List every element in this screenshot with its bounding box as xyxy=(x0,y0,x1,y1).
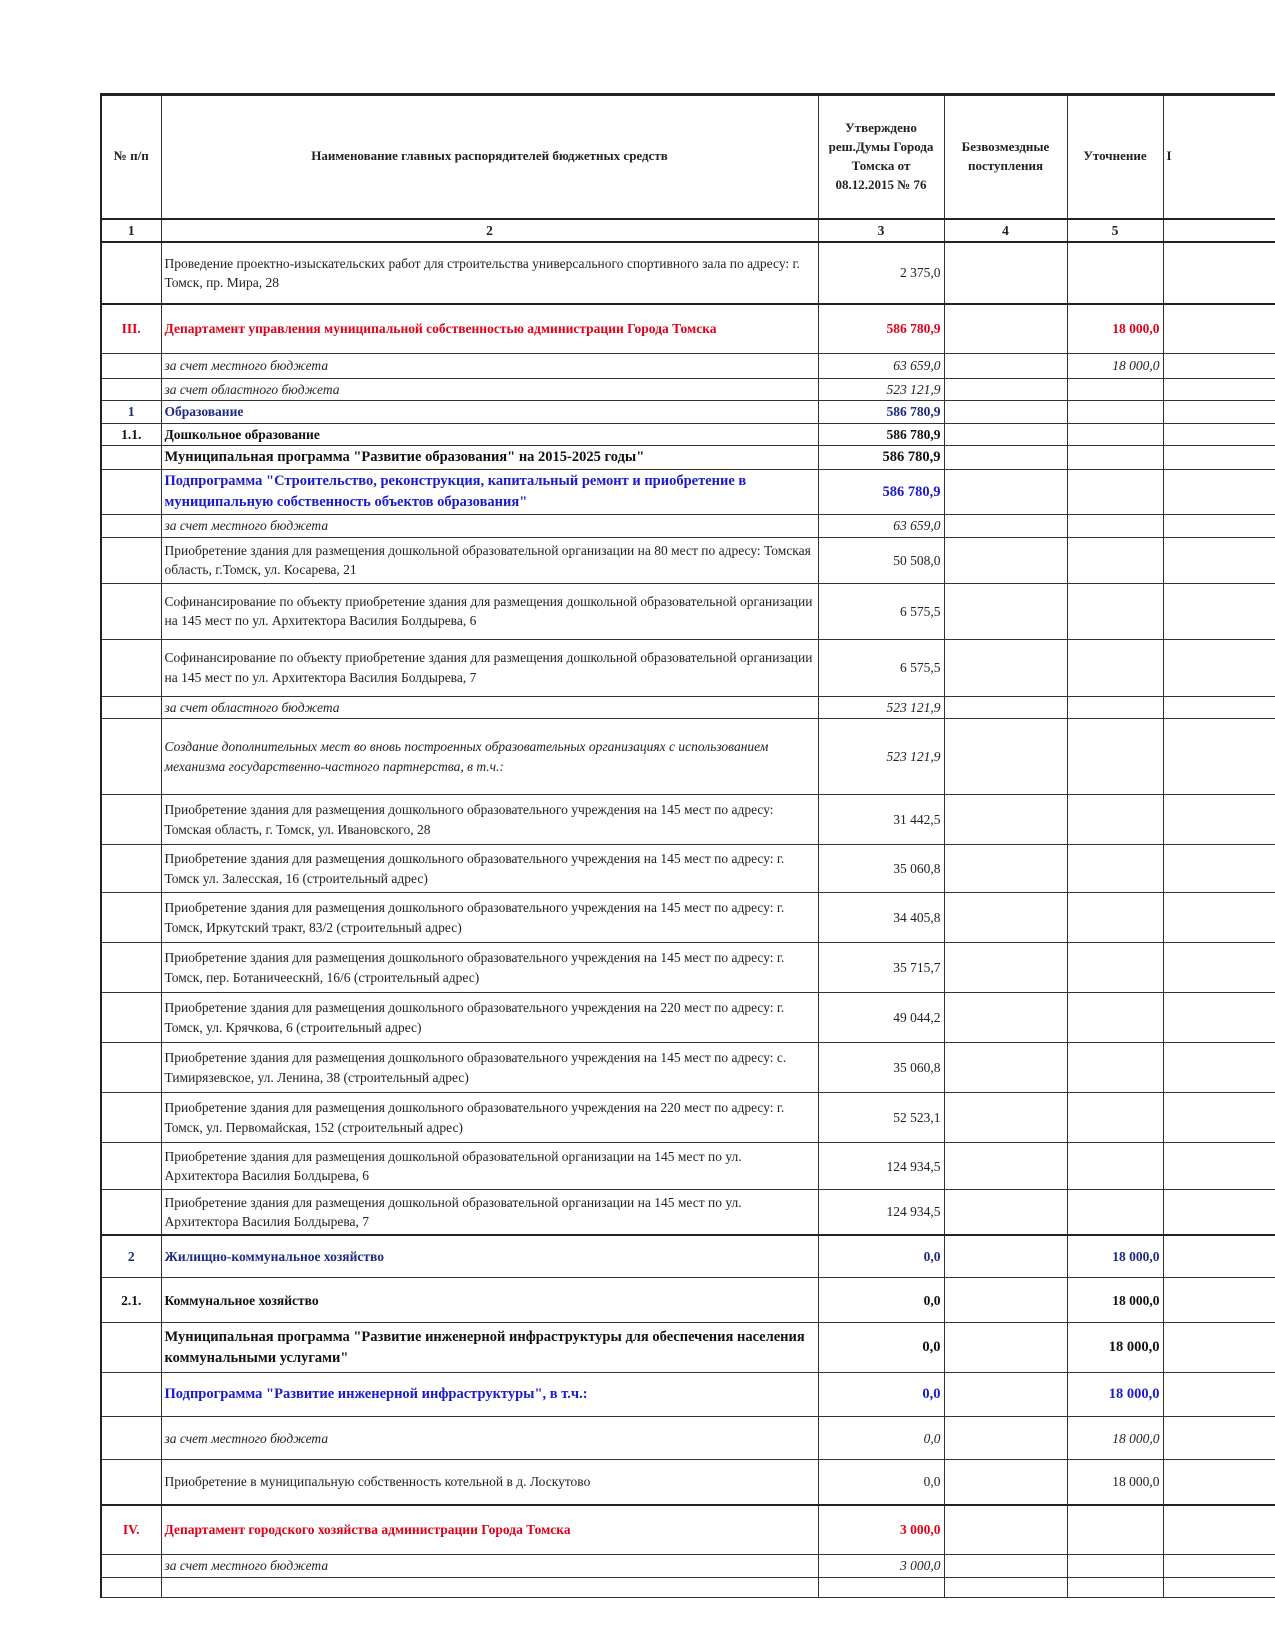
row-clarification xyxy=(1067,1555,1163,1578)
table-row xyxy=(101,1373,1275,1417)
table-row xyxy=(101,1143,1275,1190)
empty-cell xyxy=(101,1577,161,1597)
row-approved: 0,0 xyxy=(818,1417,944,1460)
row-name: Приобретение здания для размещения дошкольного образовательного учреждения на 220 мест по адресу: г. Томск, ул. Крячкова, 6 (строительный адрес) xyxy=(161,993,818,1043)
row-grants xyxy=(944,1460,1067,1505)
row-name: Приобретение здания для размещения дошкольной образовательной организации на 145 мест по ул. Архитектора Василия Болдырева, 6 xyxy=(161,1143,818,1190)
row-col6 xyxy=(1163,583,1275,639)
row-approved: 6 575,5 xyxy=(818,583,944,639)
budget-table xyxy=(100,93,1275,1598)
table-row xyxy=(101,1323,1275,1373)
row-name: Софинансирование по объекту приобретение здания для размещения дошкольной образовательной организации на 145 мест по ул. Архитектора Василия Болдырева, 7 xyxy=(161,639,818,696)
row-approved: 49 044,2 xyxy=(818,993,944,1043)
empty-cell xyxy=(1163,1577,1275,1597)
row-grants xyxy=(944,1555,1067,1578)
row-number xyxy=(101,378,161,401)
row-number xyxy=(101,1417,161,1460)
row-approved: 0,0 xyxy=(818,1373,944,1417)
row-number: IV. xyxy=(101,1505,161,1555)
row-grants xyxy=(944,1143,1067,1190)
row-grants xyxy=(944,1043,1067,1093)
row-col6 xyxy=(1163,1373,1275,1417)
row-name: Подпрограмма "Развитие инженерной инфраструктуры", в т.ч.: xyxy=(161,1373,818,1417)
row-name: Муниципальная программа "Развитие образования" на 2015-2025 годы" xyxy=(161,446,818,470)
row-col6 xyxy=(1163,1555,1275,1578)
table-row xyxy=(101,515,1275,538)
row-approved: 35 060,8 xyxy=(818,845,944,893)
row-approved: 0,0 xyxy=(818,1235,944,1278)
row-clarification xyxy=(1067,583,1163,639)
row-name: Подпрограмма "Строительство, реконструкция, капитальный ремонт и приобретение в муниципальную собственность объектов образования" xyxy=(161,470,818,515)
table-row xyxy=(101,993,1275,1043)
header-clarification: Уточнение xyxy=(1067,95,1163,219)
row-approved: 523 121,9 xyxy=(818,378,944,401)
row-col6 xyxy=(1163,537,1275,583)
row-number xyxy=(101,242,161,304)
row-approved: 3 000,0 xyxy=(818,1555,944,1578)
row-col6 xyxy=(1163,943,1275,993)
row-approved: 586 780,9 xyxy=(818,401,944,424)
row-clarification xyxy=(1067,795,1163,845)
row-col6 xyxy=(1163,446,1275,470)
table-row xyxy=(101,1235,1275,1278)
table-row xyxy=(101,1505,1275,1555)
table-row xyxy=(101,845,1275,893)
row-name: Приобретение в муниципальную собственность котельной в д. Лоскутово xyxy=(161,1460,818,1505)
row-col6 xyxy=(1163,242,1275,304)
row-col6 xyxy=(1163,1190,1275,1235)
row-grants xyxy=(944,1505,1067,1555)
row-name: Создание дополнительных мест во вновь построенных образовательных организациях с использованием механизма государственно-частного партнерства, в т.ч.: xyxy=(161,719,818,795)
table-row xyxy=(101,1093,1275,1143)
row-name: Образование xyxy=(161,401,818,424)
col-number: 5 xyxy=(1067,219,1163,243)
row-number xyxy=(101,1460,161,1505)
header-name: Наименование главных распорядителей бюджетных средств xyxy=(161,95,818,219)
row-grants xyxy=(944,893,1067,943)
row-grants xyxy=(944,1417,1067,1460)
table-row xyxy=(101,893,1275,943)
row-clarification xyxy=(1067,401,1163,424)
table-row xyxy=(101,378,1275,401)
table-row xyxy=(101,1460,1275,1505)
row-grants xyxy=(944,401,1067,424)
row-number xyxy=(101,639,161,696)
row-clarification xyxy=(1067,446,1163,470)
col-number: 4 xyxy=(944,219,1067,243)
row-clarification xyxy=(1067,893,1163,943)
row-col6 xyxy=(1163,1143,1275,1190)
row-name: Муниципальная программа "Развитие инженерной инфраструктуры для обеспечения населения коммунальными услугами" xyxy=(161,1323,818,1373)
row-col6 xyxy=(1163,1323,1275,1373)
col-number: 3 xyxy=(818,219,944,243)
col-number: 1 xyxy=(101,219,161,243)
row-col6 xyxy=(1163,1417,1275,1460)
row-approved: 63 659,0 xyxy=(818,353,944,378)
row-approved: 31 442,5 xyxy=(818,795,944,845)
col-number xyxy=(1163,219,1275,243)
row-grants xyxy=(944,583,1067,639)
row-approved: 0,0 xyxy=(818,1278,944,1323)
row-approved: 35 060,8 xyxy=(818,1043,944,1093)
row-name: Проведение проектно-изыскательских работ для строительства универсального спортивного зала по адресу: г. Томск, пр. Мира, 28 xyxy=(161,242,818,304)
row-grants xyxy=(944,537,1067,583)
row-approved: 523 121,9 xyxy=(818,719,944,795)
header-col6: I xyxy=(1163,95,1275,219)
row-name: за счет местного бюджета xyxy=(161,1555,818,1578)
table-row xyxy=(101,537,1275,583)
row-approved: 124 934,5 xyxy=(818,1190,944,1235)
row-number: 1.1. xyxy=(101,423,161,446)
row-approved: 3 000,0 xyxy=(818,1505,944,1555)
row-col6 xyxy=(1163,845,1275,893)
row-approved: 523 121,9 xyxy=(818,696,944,719)
row-grants xyxy=(944,242,1067,304)
row-name: Приобретение здания для размещения дошкольного образовательного учреждения на 145 мест по адресу: с. Тимирязевское, ул. Ленина, 38 (строительный адрес) xyxy=(161,1043,818,1093)
row-number: 2 xyxy=(101,1235,161,1278)
row-grants xyxy=(944,423,1067,446)
row-number xyxy=(101,795,161,845)
row-col6 xyxy=(1163,470,1275,515)
row-name: Приобретение здания для размещения дошкольной образовательной организации на 145 мест по ул. Архитектора Василия Болдырева, 7 xyxy=(161,1190,818,1235)
row-grants xyxy=(944,1190,1067,1235)
row-name: за счет местного бюджета xyxy=(161,1417,818,1460)
row-number xyxy=(101,470,161,515)
row-clarification: 18 000,0 xyxy=(1067,1373,1163,1417)
row-clarification xyxy=(1067,1093,1163,1143)
row-number xyxy=(101,719,161,795)
row-number xyxy=(101,845,161,893)
row-grants xyxy=(944,1235,1067,1278)
table-row xyxy=(101,1417,1275,1460)
row-col6 xyxy=(1163,304,1275,353)
row-number xyxy=(101,1093,161,1143)
row-col6 xyxy=(1163,639,1275,696)
row-grants xyxy=(944,1093,1067,1143)
row-grants xyxy=(944,639,1067,696)
row-name: за счет областного бюджета xyxy=(161,378,818,401)
row-grants xyxy=(944,515,1067,538)
empty-cell xyxy=(944,1577,1067,1597)
row-col6 xyxy=(1163,795,1275,845)
row-name: Дошкольное образование xyxy=(161,423,818,446)
row-clarification xyxy=(1067,537,1163,583)
row-number xyxy=(101,1143,161,1190)
row-number xyxy=(101,1373,161,1417)
row-name: Приобретение здания для размещения дошкольного образовательного учреждения на 145 мест по адресу: г. Томск ул. Залесская, 16 (строительный адрес) xyxy=(161,845,818,893)
row-clarification xyxy=(1067,943,1163,993)
row-number xyxy=(101,515,161,538)
row-clarification xyxy=(1067,515,1163,538)
row-col6 xyxy=(1163,696,1275,719)
header-row xyxy=(101,95,1275,219)
row-grants xyxy=(944,353,1067,378)
row-approved: 63 659,0 xyxy=(818,515,944,538)
row-clarification: 18 000,0 xyxy=(1067,304,1163,353)
row-clarification: 18 000,0 xyxy=(1067,1235,1163,1278)
table-row xyxy=(101,795,1275,845)
row-col6 xyxy=(1163,1093,1275,1143)
row-clarification xyxy=(1067,470,1163,515)
row-approved: 2 375,0 xyxy=(818,242,944,304)
row-number xyxy=(101,943,161,993)
row-grants xyxy=(944,696,1067,719)
row-number xyxy=(101,696,161,719)
empty-cell xyxy=(818,1577,944,1597)
row-col6 xyxy=(1163,353,1275,378)
row-name: Приобретение здания для размещения дошкольного образовательного учреждения на 145 мест по адресу: Томская область, г. Томск, ул. Ивановского, 28 xyxy=(161,795,818,845)
table-row xyxy=(101,1043,1275,1093)
row-number xyxy=(101,1555,161,1578)
table-row xyxy=(101,242,1275,304)
table-row xyxy=(101,401,1275,424)
row-col6 xyxy=(1163,893,1275,943)
row-grants xyxy=(944,1373,1067,1417)
row-approved: 586 780,9 xyxy=(818,446,944,470)
row-number xyxy=(101,993,161,1043)
table-row xyxy=(101,1278,1275,1323)
row-clarification: 18 000,0 xyxy=(1067,1278,1163,1323)
row-col6 xyxy=(1163,1460,1275,1505)
row-number xyxy=(101,1190,161,1235)
row-number: 2.1. xyxy=(101,1278,161,1323)
row-name: Коммунальное хозяйство xyxy=(161,1278,818,1323)
row-clarification xyxy=(1067,845,1163,893)
table-row xyxy=(101,423,1275,446)
col-number: 2 xyxy=(161,219,818,243)
table-row xyxy=(101,353,1275,378)
row-clarification xyxy=(1067,1043,1163,1093)
row-col6 xyxy=(1163,993,1275,1043)
row-number xyxy=(101,1043,161,1093)
row-approved: 586 780,9 xyxy=(818,470,944,515)
row-name: Приобретение здания для размещения дошкольного образовательного учреждения на 145 мест по адресу: г. Томск, пер. Ботаничеескнй, 16/6 (строительный адрес) xyxy=(161,943,818,993)
row-name: Департамент городского хозяйства администрации Города Томска xyxy=(161,1505,818,1555)
row-approved: 0,0 xyxy=(818,1460,944,1505)
row-col6 xyxy=(1163,515,1275,538)
header-grants: Безвозмездные поступления xyxy=(944,95,1067,219)
table-row xyxy=(101,446,1275,470)
row-clarification: 18 000,0 xyxy=(1067,1323,1163,1373)
row-clarification: 18 000,0 xyxy=(1067,1417,1163,1460)
table-row xyxy=(101,719,1275,795)
row-name: за счет областного бюджета xyxy=(161,696,818,719)
row-number: 1 xyxy=(101,401,161,424)
table-row xyxy=(101,943,1275,993)
row-grants xyxy=(944,304,1067,353)
row-clarification: 18 000,0 xyxy=(1067,1460,1163,1505)
row-col6 xyxy=(1163,1278,1275,1323)
budget-table-container xyxy=(100,93,1275,1598)
row-number xyxy=(101,893,161,943)
column-number-row xyxy=(101,219,1275,243)
row-grants xyxy=(944,993,1067,1043)
row-clarification xyxy=(1067,423,1163,446)
table-row xyxy=(101,583,1275,639)
row-grants xyxy=(944,470,1067,515)
row-name: Приобретение здания для размещения дошкольного образовательного учреждения на 145 мест по адресу: г. Томск, Иркутский тракт, 83/2 (строительный адрес) xyxy=(161,893,818,943)
row-approved: 124 934,5 xyxy=(818,1143,944,1190)
row-name: за счет местного бюджета xyxy=(161,353,818,378)
empty-cell xyxy=(161,1577,818,1597)
row-grants xyxy=(944,1278,1067,1323)
row-name: за счет местного бюджета xyxy=(161,515,818,538)
row-clarification xyxy=(1067,242,1163,304)
row-clarification xyxy=(1067,696,1163,719)
row-number xyxy=(101,583,161,639)
row-col6 xyxy=(1163,401,1275,424)
row-name: Департамент управления муниципальной собственностью администрации Города Томска xyxy=(161,304,818,353)
row-clarification xyxy=(1067,719,1163,795)
row-clarification xyxy=(1067,993,1163,1043)
row-grants xyxy=(944,845,1067,893)
row-clarification xyxy=(1067,378,1163,401)
row-approved: 6 575,5 xyxy=(818,639,944,696)
row-clarification xyxy=(1067,639,1163,696)
row-grants xyxy=(944,943,1067,993)
table-row xyxy=(101,304,1275,353)
row-number xyxy=(101,446,161,470)
row-approved: 0,0 xyxy=(818,1323,944,1373)
row-approved: 34 405,8 xyxy=(818,893,944,943)
row-number: III. xyxy=(101,304,161,353)
row-approved: 586 780,9 xyxy=(818,423,944,446)
row-grants xyxy=(944,719,1067,795)
empty-cell xyxy=(1067,1577,1163,1597)
row-approved: 52 523,1 xyxy=(818,1093,944,1143)
row-clarification xyxy=(1067,1505,1163,1555)
row-number xyxy=(101,353,161,378)
table-row-cut-off xyxy=(101,1577,1275,1597)
row-approved: 586 780,9 xyxy=(818,304,944,353)
row-grants xyxy=(944,1323,1067,1373)
row-number xyxy=(101,537,161,583)
row-grants xyxy=(944,795,1067,845)
row-col6 xyxy=(1163,423,1275,446)
row-grants xyxy=(944,446,1067,470)
table-row xyxy=(101,470,1275,515)
row-grants xyxy=(944,378,1067,401)
row-name: Приобретение здания для размещения дошкольной образовательной организации на 80 мест по адресу: Томская область, г.Томск, ул. Косарева, 21 xyxy=(161,537,818,583)
row-col6 xyxy=(1163,719,1275,795)
row-col6 xyxy=(1163,1043,1275,1093)
row-name: Жилищно-коммунальное хозяйство xyxy=(161,1235,818,1278)
row-clarification xyxy=(1067,1190,1163,1235)
table-row xyxy=(101,1555,1275,1578)
row-number xyxy=(101,1323,161,1373)
table-row xyxy=(101,639,1275,696)
header-approved: Утверждено реш.Думы Города Томска от 08.12.2015 № 76 xyxy=(818,95,944,219)
row-clarification xyxy=(1067,1143,1163,1190)
row-approved: 50 508,0 xyxy=(818,537,944,583)
row-clarification: 18 000,0 xyxy=(1067,353,1163,378)
row-name: Приобретение здания для размещения дошкольного образовательного учреждения на 220 мест по адресу: г. Томск, ул. Первомайская, 152 (строительный адрес) xyxy=(161,1093,818,1143)
row-col6 xyxy=(1163,378,1275,401)
row-col6 xyxy=(1163,1235,1275,1278)
row-name: Софинансирование по объекту приобретение здания для размещения дошкольной образовательной организации на 145 мест по ул. Архитектора Василия Болдырева, 6 xyxy=(161,583,818,639)
row-col6 xyxy=(1163,1505,1275,1555)
header-num: № п/п xyxy=(101,95,161,219)
table-row xyxy=(101,696,1275,719)
table-row xyxy=(101,1190,1275,1235)
row-approved: 35 715,7 xyxy=(818,943,944,993)
